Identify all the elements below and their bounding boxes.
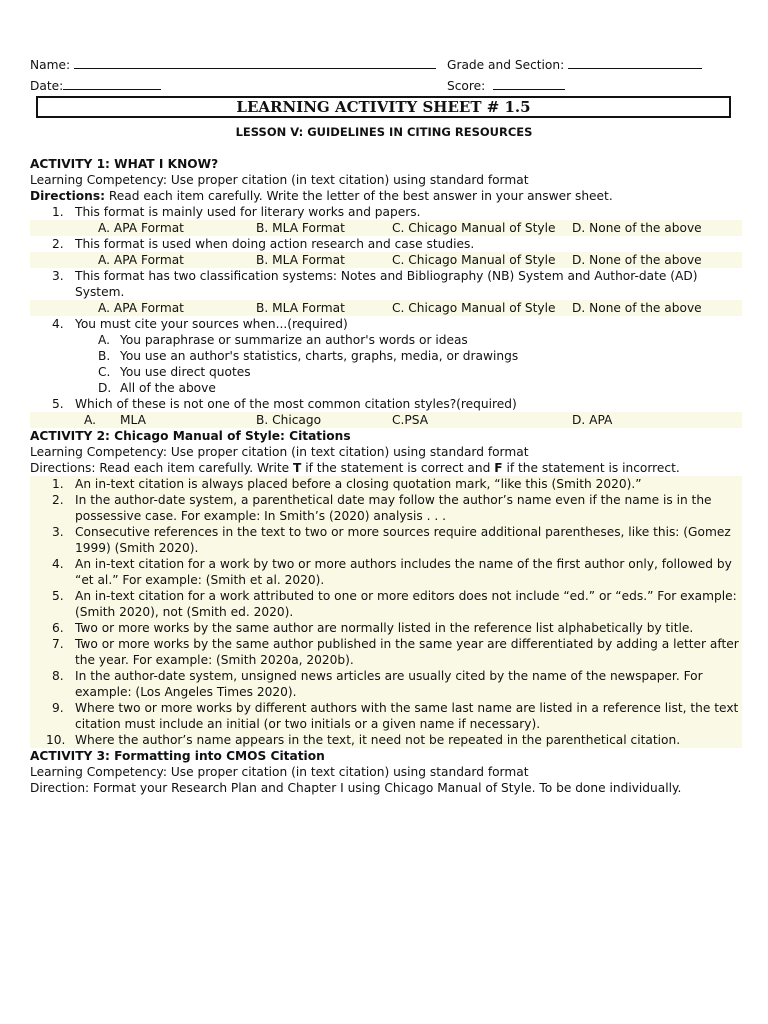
statement-number: 4.	[52, 557, 64, 571]
question-2-choices	[30, 252, 742, 268]
statement-number: 9.	[52, 701, 64, 715]
statement-text: “et al.” For example: (Smith et al. 2020).	[75, 573, 325, 587]
activity3-heading: ACTIVITY 3: Formatting into CMOS Citation	[30, 749, 325, 763]
choice-b: B. MLA Format	[256, 301, 345, 315]
name-row	[30, 56, 436, 73]
grade-blank[interactable]	[568, 56, 702, 69]
statement-number: 2.	[52, 493, 64, 507]
statement-text: An in-text citation for a work attributed to one or more editors does not include “ed.” or “eds.” For example:	[75, 589, 737, 603]
date-row	[30, 77, 161, 94]
choice-c: C. Chicago Manual of Style	[392, 221, 556, 235]
statement-item	[30, 732, 742, 748]
question-4-option-d: D. All of the above	[98, 381, 216, 395]
statement-text: citation must include an initial (or two initials or a given name if necessary).	[75, 717, 541, 731]
statement-text: Two or more works by the same author are normally listed in the reference list alphabetically by title.	[75, 621, 694, 635]
statement-text: In the author-date system, a parenthetical date may follow the author’s name even if the name is in the	[75, 493, 712, 507]
statement-text: Where the author’s name appears in the text, it need not be repeated in the parenthetical citation.	[75, 733, 681, 747]
activity3-competency: Learning Competency: Use proper citation (in text citation) using standard format	[30, 765, 529, 779]
statement-item	[30, 588, 742, 604]
statement-item-cont	[30, 684, 742, 700]
date-blank[interactable]	[63, 77, 161, 90]
activity2-items	[30, 476, 742, 748]
statement-item-cont	[30, 572, 742, 588]
statement-item-cont	[30, 716, 742, 732]
choice-a: A. APA Format	[98, 301, 184, 315]
statement-number: 1.	[52, 477, 64, 491]
question-3-cont: System.	[75, 285, 125, 299]
sheet-title: LEARNING ACTIVITY SHEET # 1.5	[36, 96, 731, 118]
directions-text: Read each item carefully. Write the letter of the best answer in your answer sheet.	[104, 189, 613, 203]
question-1: 1. This format is mainly used for literary works and papers.	[52, 205, 421, 219]
choice-d: D. APA	[572, 413, 613, 427]
statement-item	[30, 636, 742, 652]
statement-item	[30, 668, 742, 684]
score-label: Score:	[447, 79, 486, 93]
choice-b: B. MLA Format	[256, 221, 345, 235]
statement-text: An in-text citation is always placed before a closing quotation mark, “like this (Smith 2020).”	[75, 477, 642, 491]
question-4-option-b: B. You use an author's statistics, charts, graphs, media, or drawings	[98, 349, 519, 363]
statement-item-cont	[30, 652, 742, 668]
question-1-choices	[30, 220, 742, 236]
activity2-directions: Directions: Read each item carefully. Write T if the statement is correct and F if the statement is incorrect.	[30, 461, 680, 475]
question-5-choices	[30, 412, 742, 428]
statement-item	[30, 524, 742, 540]
statement-item-cont	[30, 508, 742, 524]
statement-text: (Smith 2020), not (Smith ed. 2020).	[75, 605, 294, 619]
question-5: 5. Which of these is not one of the most common citation styles?(required)	[52, 397, 517, 411]
date-label: Date:	[30, 79, 64, 93]
worksheet-body	[30, 156, 742, 796]
choice-a: A. APA Format	[98, 253, 184, 267]
activity3-direction: Direction: Format your Research Plan and Chapter I using Chicago Manual of Style. To be done individually.	[30, 781, 682, 795]
statement-item-cont	[30, 604, 742, 620]
activity1-heading: ACTIVITY 1: WHAT I KNOW?	[30, 157, 219, 171]
activity1-directions	[30, 188, 742, 204]
question-3: 3. This format has two classification systems: Notes and Bibliography (NB) System and Author-date (AD)	[52, 269, 698, 283]
statement-item	[30, 476, 742, 492]
statement-item	[30, 492, 742, 508]
statement-text: Two or more works by the same author published in the same year are differentiated by adding a letter after	[75, 637, 739, 651]
statement-text: the year. For example: (Smith 2020a, 2020b).	[75, 653, 354, 667]
choice-c: C.PSA	[392, 413, 429, 427]
choice-c: C. Chicago Manual of Style	[392, 253, 556, 267]
choice-d: D. None of the above	[572, 221, 702, 235]
lesson-title: LESSON V: GUIDELINES IN CITING RESOURCES	[235, 125, 533, 139]
statement-text: 1999) (Smith 2020).	[75, 541, 199, 555]
activity1-competency: Learning Competency: Use proper citation (in text citation) using standard format	[30, 173, 529, 187]
grade-row	[447, 56, 702, 73]
grade-label: Grade and Section:	[447, 58, 565, 72]
statement-item	[30, 556, 742, 572]
statement-number: 3.	[52, 525, 64, 539]
statement-text: possessive case. For example: In Smith’s (2020) analysis . . .	[75, 509, 446, 523]
choice-b: B. Chicago	[256, 413, 322, 427]
statement-text: Where two or more works by different authors with the same last name are listed in a reference list, the text	[75, 701, 739, 715]
statement-text: In the author-date system, unsigned news articles are usually cited by the name of the newspaper. For	[75, 669, 703, 683]
score-blank[interactable]	[493, 77, 565, 90]
choice-a: A. APA Format	[98, 221, 184, 235]
statement-item	[30, 620, 742, 636]
question-4-option-a: A. You paraphrase or summarize an author's words or ideas	[98, 333, 468, 347]
name-blank[interactable]	[74, 56, 436, 69]
directions-label: Directions:	[30, 189, 105, 203]
choice-a: A.	[84, 413, 96, 427]
activity2-competency: Learning Competency: Use proper citation (in text citation) using standard format	[30, 445, 529, 459]
statement-number: 7.	[52, 637, 64, 651]
activity2-heading: ACTIVITY 2: Chicago Manual of Style: Citations	[30, 429, 351, 443]
statement-number: 5.	[52, 589, 64, 603]
statement-number: 10.	[46, 733, 66, 747]
choice-a-text: MLA	[120, 413, 146, 427]
question-4: 4. You must cite your sources when...(required)	[52, 317, 348, 331]
statement-item	[30, 700, 742, 716]
choice-b: B. MLA Format	[256, 253, 345, 267]
question-2: 2. This format is used when doing action research and case studies.	[52, 237, 475, 251]
choice-d: D. None of the above	[572, 253, 702, 267]
statement-text: An in-text citation for a work by two or more authors includes the name of the first author only, followed by	[75, 557, 732, 571]
statement-item-cont	[30, 540, 742, 556]
statement-number: 8.	[52, 669, 64, 683]
statement-number: 6.	[52, 621, 64, 635]
score-row	[447, 77, 565, 94]
name-label: Name:	[30, 58, 71, 72]
choice-d: D. None of the above	[572, 301, 702, 315]
statement-text: example: (Los Angeles Times 2020).	[75, 685, 297, 699]
question-4-option-c: C. You use direct quotes	[98, 365, 251, 379]
choice-c: C. Chicago Manual of Style	[392, 301, 556, 315]
statement-text: Consecutive references in the text to two or more sources require additional parentheses, like this: (Gomez	[75, 525, 731, 539]
question-3-choices	[30, 300, 742, 316]
